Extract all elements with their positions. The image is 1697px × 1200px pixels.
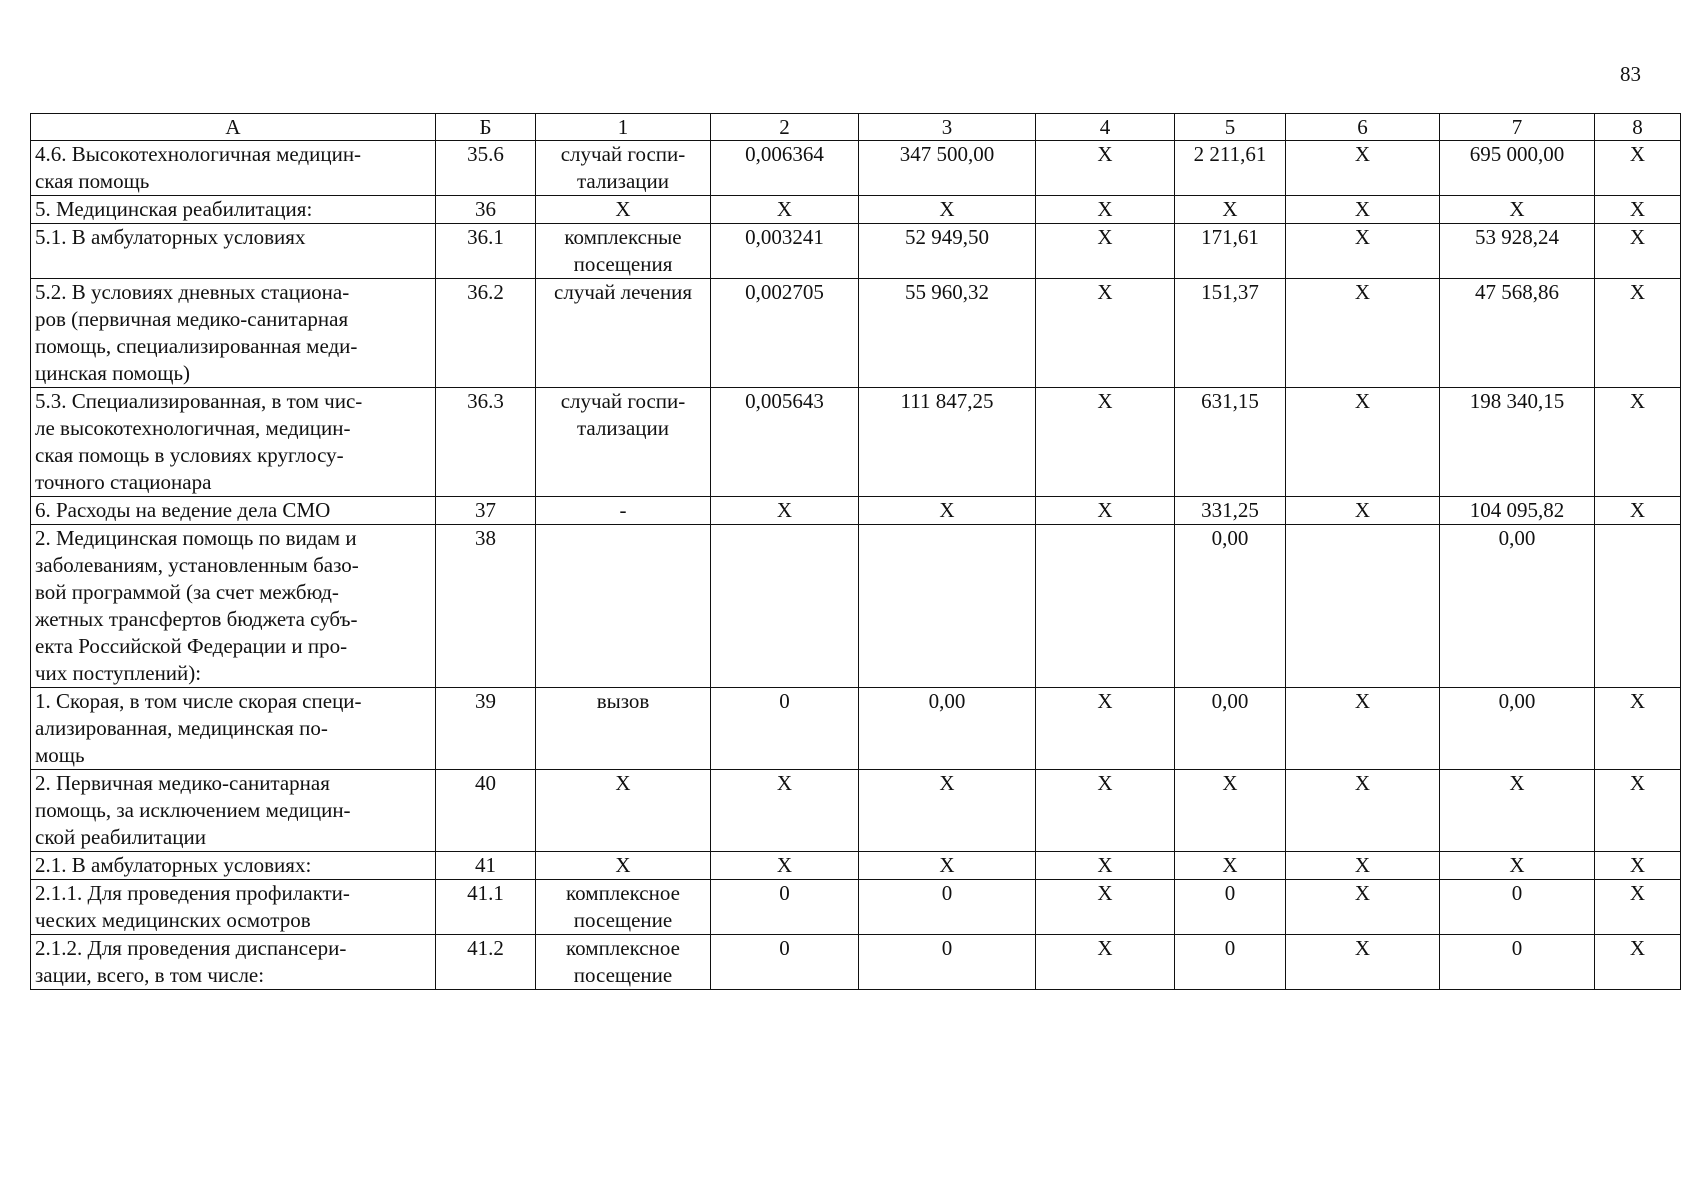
header-row (31, 114, 1681, 141)
table-body (31, 141, 1681, 990)
column-header: 8 (1595, 114, 1681, 141)
table-cell: Х (1595, 770, 1681, 852)
row-label-cell: 6. Расходы на ведение дела СМО (31, 497, 436, 525)
row-label-cell: 2.1.1. Для проведения профилакти- ческих медицинских осмотров (31, 880, 436, 935)
table-cell: Х (859, 852, 1036, 880)
column-header: 5 (1175, 114, 1286, 141)
table-cell: Х (1286, 279, 1440, 388)
table-cell: 111 847,25 (859, 388, 1036, 497)
table-cell: Х (1036, 141, 1175, 196)
table-row (31, 141, 1681, 196)
table-cell: Х (1595, 279, 1681, 388)
table-cell: случай госпи- тализации (536, 141, 711, 196)
table-cell: 0,002705 (711, 279, 859, 388)
table-cell: Х (1595, 880, 1681, 935)
table-cell: 52 949,50 (859, 224, 1036, 279)
table-cell: Х (1595, 141, 1681, 196)
table-cell: 0 (859, 880, 1036, 935)
table-cell: Х (1440, 196, 1595, 224)
table-cell: 36.1 (436, 224, 536, 279)
table-cell: 198 340,15 (1440, 388, 1595, 497)
table-cell: Х (1595, 497, 1681, 525)
table-cell: комплексные посещения (536, 224, 711, 279)
row-label-cell: 2. Первичная медико-санитарная помощь, за исключением медицин- ской реабилитации (31, 770, 436, 852)
table-cell: 36.2 (436, 279, 536, 388)
table-cell: Х (1286, 224, 1440, 279)
table-cell: 151,37 (1175, 279, 1286, 388)
table-cell: Х (1036, 497, 1175, 525)
table-row (31, 688, 1681, 770)
row-label-cell: 2. Медицинская помощь по видам и заболеваниям, установленным базо- вой программой (за счет межбюд- жетных трансфертов бюджета субъ- екта Российской Федерации и про- чих поступлений): (31, 525, 436, 688)
table-cell: 41.1 (436, 880, 536, 935)
table-cell: 0,00 (859, 688, 1036, 770)
column-header: 6 (1286, 114, 1440, 141)
table-cell: 0,005643 (711, 388, 859, 497)
table-row (31, 224, 1681, 279)
table-cell: Х (1595, 852, 1681, 880)
table-cell: комплексное посещение (536, 935, 711, 990)
table-cell: Х (1595, 935, 1681, 990)
table-cell: Х (536, 196, 711, 224)
row-label-cell: 1. Скорая, в том числе скорая специ- ализированная, медицинская по- мощь (31, 688, 436, 770)
table-cell: 38 (436, 525, 536, 688)
table-row (31, 770, 1681, 852)
table-cell: Х (1286, 770, 1440, 852)
table-cell: 347 500,00 (859, 141, 1036, 196)
table-cell: 0 (1175, 880, 1286, 935)
table-cell: 0 (711, 880, 859, 935)
table-cell: 0 (1440, 935, 1595, 990)
column-header: 3 (859, 114, 1036, 141)
row-label-cell: 4.6. Высокотехнологичная медицин- ская помощь (31, 141, 436, 196)
table-cell: 41.2 (436, 935, 536, 990)
table-cell (536, 525, 711, 688)
table-cell: 0,003241 (711, 224, 859, 279)
column-header: 1 (536, 114, 711, 141)
table-cell: 0 (711, 688, 859, 770)
table-cell (1286, 525, 1440, 688)
table-cell: 695 000,00 (1440, 141, 1595, 196)
column-header: 7 (1440, 114, 1595, 141)
table-cell: 0 (711, 935, 859, 990)
table-cell: Х (1036, 852, 1175, 880)
table-row (31, 852, 1681, 880)
table-cell: Х (1036, 388, 1175, 497)
table-cell: Х (1175, 852, 1286, 880)
table-row (31, 497, 1681, 525)
table-cell: 0 (1175, 935, 1286, 990)
table-cell: Х (711, 196, 859, 224)
table-cell: Х (1286, 497, 1440, 525)
table-cell: 0,006364 (711, 141, 859, 196)
table-cell: Х (1175, 196, 1286, 224)
table-cell (1595, 525, 1681, 688)
table-cell: 39 (436, 688, 536, 770)
table-cell: 2 211,61 (1175, 141, 1286, 196)
table-cell: Х (536, 852, 711, 880)
row-label-cell: 5. Медицинская реабилитация: (31, 196, 436, 224)
table-cell: 41 (436, 852, 536, 880)
table-cell: Х (1595, 688, 1681, 770)
table-row (31, 196, 1681, 224)
table-cell: Х (1595, 388, 1681, 497)
table-cell: Х (1036, 935, 1175, 990)
table-cell: 53 928,24 (1440, 224, 1595, 279)
column-header: 4 (1036, 114, 1175, 141)
table-cell: Х (859, 497, 1036, 525)
table-cell: 55 960,32 (859, 279, 1036, 388)
table-cell: Х (1036, 688, 1175, 770)
row-label-cell: 2.1. В амбулаторных условиях: (31, 852, 436, 880)
table-cell: 40 (436, 770, 536, 852)
table-cell: 36.3 (436, 388, 536, 497)
row-label-cell: 5.1. В амбулаторных условиях (31, 224, 436, 279)
page-number: 83 (1620, 62, 1641, 86)
table-cell: 0,00 (1440, 688, 1595, 770)
table-cell: 0,00 (1440, 525, 1595, 688)
table-cell: Х (1175, 770, 1286, 852)
table-cell: Х (1036, 224, 1175, 279)
table-cell: 0,00 (1175, 688, 1286, 770)
table-cell: Х (1286, 388, 1440, 497)
table-cell (1036, 525, 1175, 688)
column-header: Б (436, 114, 536, 141)
table-cell: Х (536, 770, 711, 852)
table-row (31, 935, 1681, 990)
table-cell: 47 568,86 (1440, 279, 1595, 388)
row-label-cell: 5.2. В условиях дневных стациона- ров (первичная медико-санитарная помощь, специализированная меди- цинская помощь) (31, 279, 436, 388)
table-cell: Х (1036, 279, 1175, 388)
table-cell: 0 (859, 935, 1036, 990)
table-cell: 331,25 (1175, 497, 1286, 525)
column-header: А (31, 114, 436, 141)
table-cell: случай госпи- тализации (536, 388, 711, 497)
table-cell: Х (1286, 688, 1440, 770)
table-cell: 171,61 (1175, 224, 1286, 279)
table-row (31, 525, 1681, 688)
table-cell: 104 095,82 (1440, 497, 1595, 525)
table-cell: Х (711, 497, 859, 525)
table-cell: 0 (1440, 880, 1595, 935)
table-cell: комплексное посещение (536, 880, 711, 935)
table-cell: Х (1440, 852, 1595, 880)
table-cell: Х (1595, 196, 1681, 224)
data-table (30, 113, 1681, 990)
table-row (31, 880, 1681, 935)
table-cell: Х (1286, 880, 1440, 935)
table-cell: Х (1036, 880, 1175, 935)
table-cell: 36 (436, 196, 536, 224)
table-cell: Х (711, 852, 859, 880)
table-cell: Х (1036, 196, 1175, 224)
table-cell: случай лечения (536, 279, 711, 388)
table-cell: Х (1595, 224, 1681, 279)
table-cell: Х (859, 196, 1036, 224)
table-cell: 0,00 (1175, 525, 1286, 688)
table-cell: Х (859, 770, 1036, 852)
table-cell: Х (1036, 770, 1175, 852)
table-cell: 631,15 (1175, 388, 1286, 497)
table-cell: Х (1286, 196, 1440, 224)
table-cell: Х (1440, 770, 1595, 852)
table-cell: Х (1286, 935, 1440, 990)
table-cell: Х (1286, 852, 1440, 880)
table-cell: вызов (536, 688, 711, 770)
table-cell (859, 525, 1036, 688)
table-cell (711, 525, 859, 688)
table-cell: Х (1286, 141, 1440, 196)
table-cell: 37 (436, 497, 536, 525)
row-label-cell: 5.3. Специализированная, в том чис- ле высокотехнологичная, медицин- ская помощь в условиях круглосу- точного стационара (31, 388, 436, 497)
row-label-cell: 2.1.2. Для проведения диспансери- зации, всего, в том числе: (31, 935, 436, 990)
column-header: 2 (711, 114, 859, 141)
table-cell: Х (711, 770, 859, 852)
table-row (31, 279, 1681, 388)
table-cell: 35.6 (436, 141, 536, 196)
table-cell: - (536, 497, 711, 525)
table-row (31, 388, 1681, 497)
